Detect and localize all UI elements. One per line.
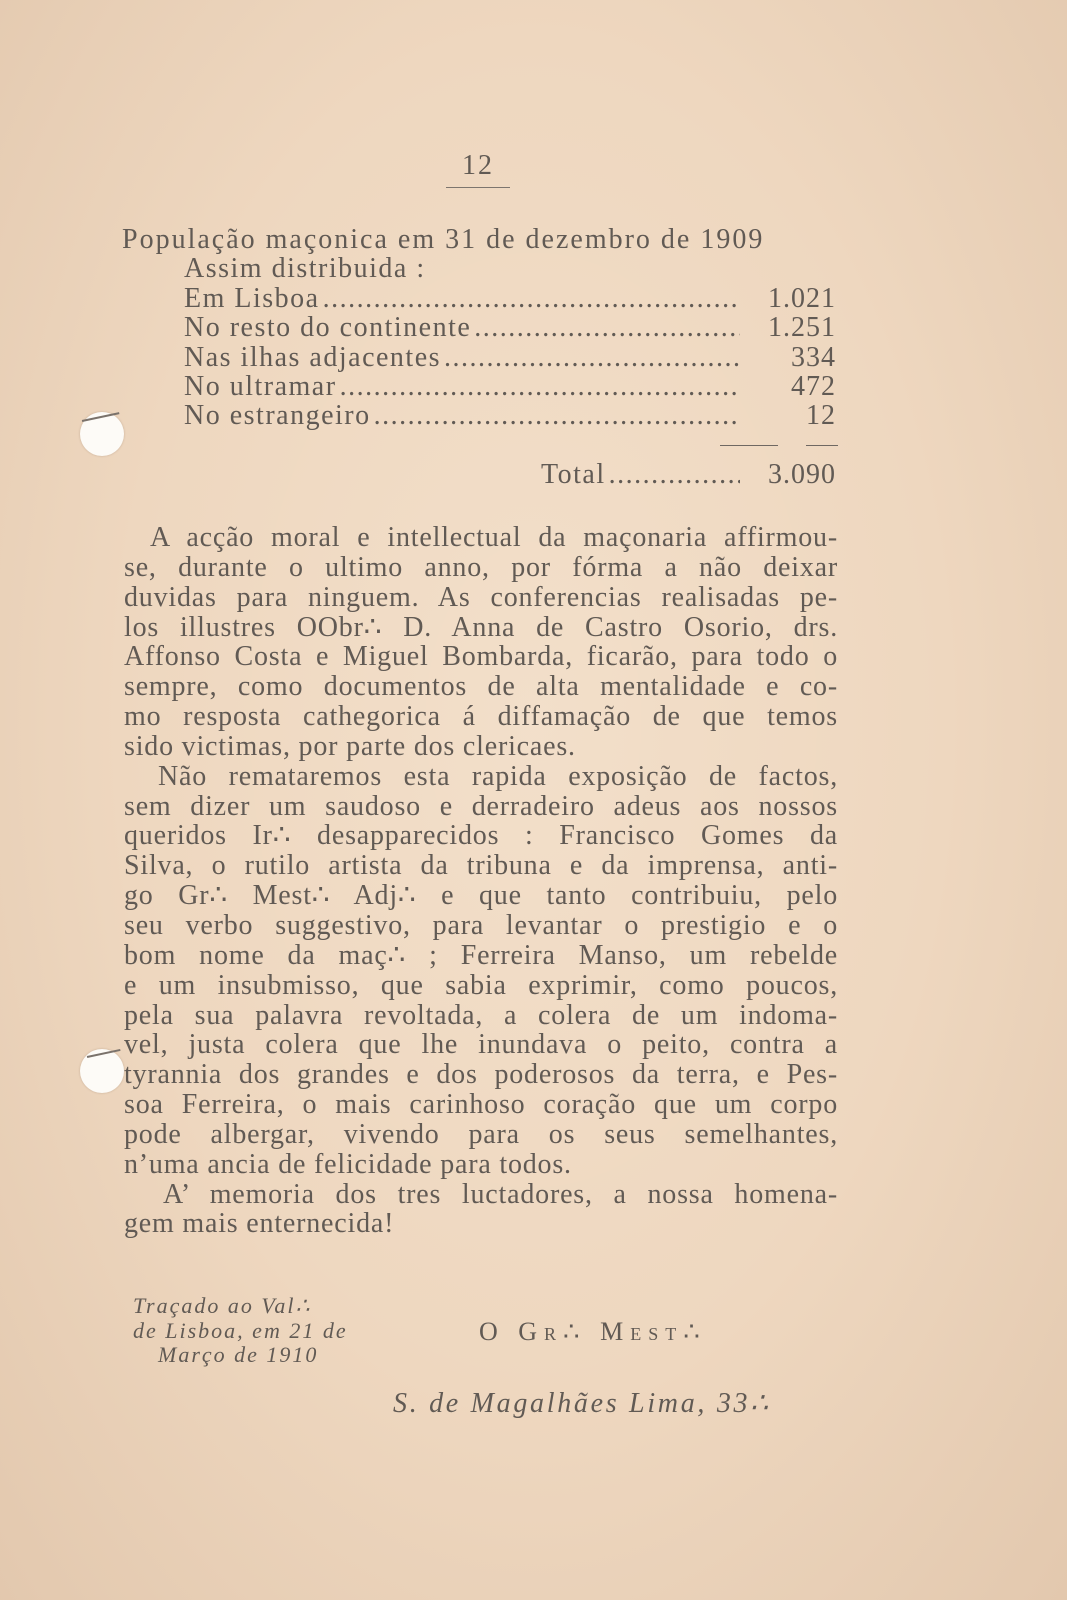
total-value: 3.090 (768, 459, 836, 491)
dot-leader (441, 343, 740, 372)
row-value: 334 (791, 341, 836, 373)
text-line: los illustres OObr∴ D. Anna de Castro Osorio, drs. (124, 611, 838, 643)
statistics-title: População maçonica em 31 de dezembro de 1909 (122, 224, 765, 255)
total-rule (0, 431, 1067, 460)
dot-leader (471, 313, 740, 342)
text-line: mo resposta cathegorica á diffamação de que temos (124, 701, 838, 733)
page-number: 12 (462, 150, 494, 181)
text-line: queridos Ir∴ desapparecidos : Francisco Gomes da (124, 820, 838, 852)
row-value: 1.251 (768, 312, 836, 344)
text-line: A’ memoria dos tres luctadores, a nossa homena- (163, 1178, 838, 1210)
text-line: tyrannia dos grandes e dos poderosos da terra, e Pes- (124, 1059, 838, 1091)
total-label: Total (541, 459, 606, 491)
text-line: sido victimas, por parte dos clericaes. (124, 730, 576, 762)
text-line: se, durante o ultimo anno, por fórma a não deixar (124, 551, 838, 583)
text-line: n’uma ancia de felicidade para todos. (124, 1148, 572, 1180)
signatory-name: S. de Magalhães Lima, 33∴ (393, 1388, 771, 1419)
text-line: vel, justa colera que lhe inundava o peito, contra a (124, 1029, 838, 1061)
signatory-office: O Gr∴ Mest∴ (479, 1317, 707, 1346)
place-date-line: Traçado ao Val∴ (133, 1293, 312, 1318)
text-line: A acção moral e intellectual da maçonaria affirmou- (150, 522, 838, 553)
text-line: Não remataremos esta rapida exposição de factos, (158, 760, 838, 792)
text-line: soa Ferreira, o mais carinhoso coração que um corpo (124, 1089, 838, 1121)
row-value: 1.021 (768, 282, 836, 314)
text-line: gem mais enternecida! (124, 1208, 395, 1240)
dot-leader (337, 372, 740, 401)
statistics-total-row (541, 460, 836, 489)
row-value: 12 (806, 400, 836, 432)
row-value: 472 (791, 370, 836, 402)
text-line: sempre, como documentos de alta mentalidade e co- (124, 671, 838, 703)
place-and-date (133, 1294, 348, 1368)
rule-segment (720, 445, 778, 447)
statistics-row (184, 313, 836, 342)
text-line: bom nome da maç∴ ; Ferreira Manso, um rebelde (124, 939, 838, 971)
row-label: No estrangeiro (184, 400, 371, 432)
paragraph (124, 762, 838, 1180)
page-number-underline (446, 187, 510, 188)
row-label: No resto do continente (184, 312, 472, 344)
rule-segment (806, 445, 838, 447)
dot-leader (606, 460, 740, 489)
paragraph (124, 1180, 838, 1240)
statistics-subtitle: Assim distribuida : (184, 253, 426, 285)
text-line: go Gr∴ Mest∴ Adj∴ e que tanto contribuiu, pelo (124, 880, 838, 912)
text-line: seu verbo suggestivo, para levantar o prestigio e o (124, 909, 838, 941)
text-line: e um insubmisso, que sabia exprimir, como poucos, (124, 969, 838, 1001)
dot-leader (320, 284, 740, 313)
statistics-row (184, 284, 836, 313)
statistics-row (184, 372, 836, 401)
text-line: sem dizer um saudoso e derradeiro adeus aos nossos (124, 790, 838, 822)
row-label: No ultramar (184, 370, 337, 402)
paragraph (124, 523, 838, 762)
body-text (124, 523, 838, 1239)
text-line: pela sua palavra revoltada, a colera de um indoma- (124, 999, 838, 1031)
membership-statistics (0, 225, 1067, 490)
statistics-row (184, 343, 836, 372)
row-label: Nas ilhas adjacentes (184, 341, 442, 373)
place-date-line: de Lisboa, em 21 de (133, 1317, 348, 1343)
text-line: pode albergar, vivendo para os seus semelhantes, (124, 1118, 838, 1150)
place-date-line: Março de 1910 (158, 1342, 319, 1367)
statistics-row (184, 401, 836, 430)
text-line: Affonso Costa e Miguel Bombarda, ficarão, para todo o (124, 641, 838, 673)
dot-leader (371, 401, 740, 430)
row-label: Em Lisboa (184, 282, 320, 314)
text-line: Silva, o rutilo artista da tribuna e da imprensa, anti- (124, 850, 838, 882)
text-line: duvidas para ninguem. As conferencias realisadas pe- (124, 581, 838, 613)
